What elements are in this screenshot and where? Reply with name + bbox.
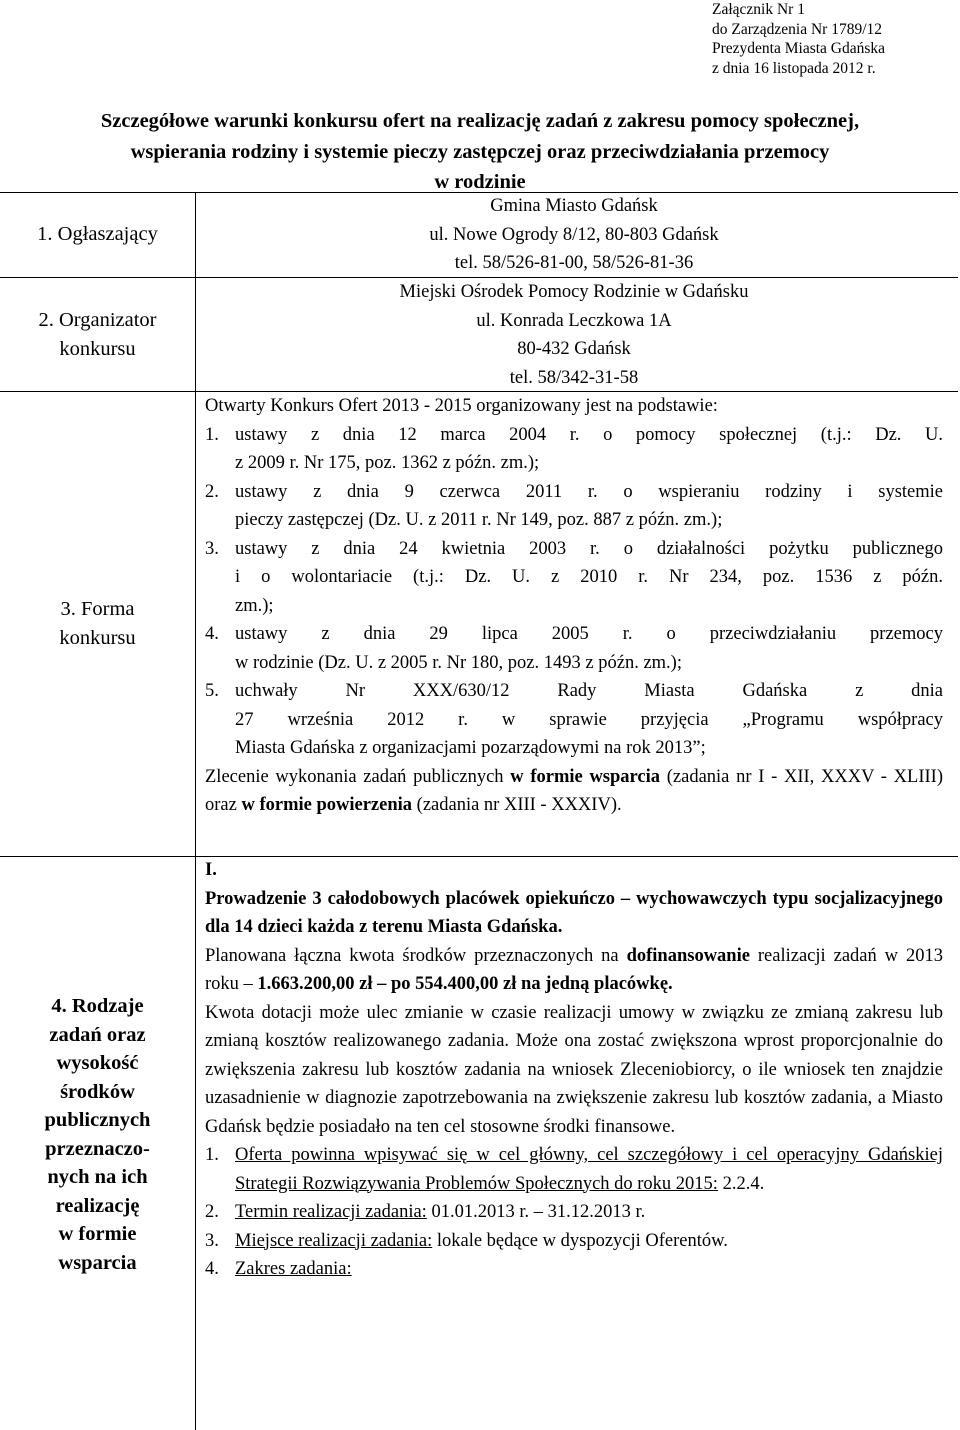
legal-basis-item — [205, 677, 943, 763]
section4-content — [205, 856, 943, 1284]
label-line: konkursu — [59, 626, 136, 649]
address-line: ul. Konrada Leczkowa 1A — [476, 310, 672, 331]
legal-basis-item — [205, 620, 943, 677]
point-number: 2. — [205, 1202, 219, 1222]
text-run: (zadania nr XIII - XXXIV). — [412, 795, 622, 815]
address-line: 80-432 Gdańsk — [517, 339, 631, 359]
item-line: zm.); — [235, 595, 274, 616]
label-line: publicznych — [44, 1109, 151, 1131]
item-line: ustawy z dnia 29 lipca 2005 r. o przeciwdziałaniu przemocy — [235, 624, 943, 644]
text-run-bold: w formie wsparcia — [510, 766, 661, 787]
item-line: ustawy z dnia 9 czerwca 2011 r. o wspieraniu rodziny i systemie — [235, 481, 943, 502]
label-line: nych na ich — [47, 1166, 148, 1188]
label-line: wysokość — [56, 1052, 139, 1074]
annex-line: do Zarządzenia Nr 1789/12 — [712, 20, 883, 38]
point-text: 01.01.2013 r. – 31.12.2013 r. — [426, 1202, 646, 1222]
annex-block — [712, 0, 885, 78]
grant-change-paragraph: Kwota dotacji może ulec zmianie w czasie realizacji umowy w związku ze zmianą zakresu lub zmianą kosztów realizowanego zadania. Może ona zostać zwiększona wprost proporcjonalnie do zwiększenia zakresu lub kosztów zadania na wniosek Zleceniobiorcy, o ile wniosek ten znajdzie uzasadnienie w diagnozie zapotrzebowania na zwiększenie zakresu lub kosztów zadania, a Miasto Gdańsk będzie posiadało na ten cel stosowne środki finansowe. — [205, 1002, 943, 1137]
point-number: 1. — [205, 1145, 219, 1165]
annex-line: Prezydenta Miasta Gdańska — [712, 40, 886, 57]
section1-content — [205, 192, 943, 278]
item-line: pieczy zastępczej (Dz. U. z 2011 r. Nr 149, poz. 887 z późn. zm.); — [235, 510, 723, 530]
item-line: 27 września 2012 r. w sprawie przyjęcia „Programu współpracy — [235, 709, 943, 730]
legal-basis-item — [205, 478, 943, 535]
section-label-organizator — [0, 306, 195, 363]
text-run: realizacji zadań w 2013 roku – — [205, 945, 943, 994]
point-number: 4. — [205, 1259, 219, 1279]
item-number: 4. — [205, 624, 219, 644]
point-heading: Miejsce realizacji zadania: — [235, 1230, 433, 1251]
label-line: zadań oraz — [49, 1023, 146, 1046]
text-run-bold: 1.663.200,00 zł – po 554.400,00 zł na jedną placówkę. — [257, 974, 673, 994]
conditions-table — [0, 192, 958, 1430]
task-point — [205, 1198, 943, 1227]
document-title — [0, 106, 960, 198]
task-number: I. — [205, 860, 217, 880]
item-number: 2. — [205, 481, 219, 502]
annex-line: z dnia 16 listopada 2012 r. — [712, 59, 876, 77]
section-label-rodzaje — [0, 992, 195, 1277]
title-line: w rodzinie — [434, 171, 526, 193]
item-number: 3. — [205, 538, 219, 559]
item-number: 5. — [205, 681, 219, 701]
point-heading: Oferta powinna wpisywać się w cel główny, cel szczegółowy i cel operacyjny Gdańskiej Strategii Rozwiązywania Problemów Społecznych do roku 2015: — [235, 1145, 943, 1194]
label-line: przeznaczo- — [45, 1137, 150, 1160]
title-line: Szczegółowe warunki konkursu ofert na realizację zadań z zakresu pomocy społecznej, — [100, 110, 860, 132]
text-run: Planowana łączna kwota środków przeznaczonych na — [205, 945, 627, 966]
address-line: Gmina Miasto Gdańsk — [490, 196, 658, 216]
point-number: 3. — [205, 1230, 219, 1251]
label-line: środków — [60, 1080, 135, 1103]
text-run: (zadania nr I - XII, XXXV - XLIII) oraz — [205, 766, 943, 815]
section2-content — [205, 278, 943, 392]
text-run-bold: w formie powierzenia — [241, 795, 413, 815]
task-point — [205, 1227, 943, 1256]
item-line: ustawy z dnia 12 marca 2004 r. o pomocy społecznej (t.j.: Dz. U. — [235, 424, 943, 445]
address-line: tel. 58/342-31-58 — [509, 367, 639, 388]
text-run-bold: dofinansowanie — [626, 945, 750, 966]
legal-basis-item — [205, 535, 943, 621]
address-line: Miejski Ośrodek Pomocy Rodzinie w Gdańsku — [399, 282, 749, 302]
title-line: wspierania rodziny i systemie pieczy zastępczej oraz przeciwdziałania przemocy — [130, 140, 830, 163]
section-label-forma — [0, 595, 195, 652]
item-line: i o wolontariacie (t.j.: Dz. U. z 2010 r. Nr 234, poz. 1536 z późn. — [235, 567, 943, 587]
funding-amount — [205, 942, 943, 999]
text-run: Zlecenie wykonania zadań publicznych — [205, 766, 511, 787]
label-line: 4. Rodzaje — [51, 995, 144, 1017]
section3-content — [205, 392, 943, 820]
commissioning-paragraph — [205, 763, 943, 820]
task-title: Prowadzenie 3 całodobowych placówek opiekuńczo – wychowawczych typu socjalizacyjnego dla 14 dzieci każda z terenu Miasta Gdańska. — [205, 888, 943, 937]
label-line: konkursu — [59, 337, 136, 360]
label-line: realizację — [55, 1194, 140, 1217]
label-line: wsparcia — [58, 1251, 137, 1274]
item-line: uchwały Nr XXX/630/12 Rady Miasta Gdańska z dnia — [235, 681, 943, 701]
point-heading: Termin realizacji zadania: — [235, 1202, 427, 1222]
point-text: lokale będące w dyspozycji Oferentów. — [432, 1230, 728, 1251]
annex-line: Załącznik Nr 1 — [712, 1, 805, 18]
item-line: w rodzinie (Dz. U. z 2005 r. Nr 180, poz. 1493 z późn. zm.); — [235, 652, 682, 673]
section-label-ogłaszajacy: 1. Ogłaszający — [37, 223, 158, 245]
address-line: tel. 58/526-81-00, 58/526-81-36 — [454, 253, 694, 273]
legal-basis-item — [205, 421, 943, 478]
address-line: ul. Nowe Ogrody 8/12, 80-803 Gdańsk — [429, 224, 719, 245]
legal-basis-intro: Otwarty Konkurs Ofert 2013 - 2015 organizowany jest na podstawie: — [205, 396, 718, 416]
label-line: 3. Forma — [60, 598, 135, 620]
task-point — [205, 1255, 943, 1284]
label-line: w formie — [58, 1223, 137, 1245]
item-line: ustawy z dnia 24 kwietnia 2003 r. o działalności pożytku publicznego — [235, 538, 943, 559]
item-line: z 2009 r. Nr 175, poz. 1362 z późn. zm.); — [235, 453, 540, 473]
point-heading: Zakres zadania: — [235, 1259, 352, 1279]
item-line: Miasta Gdańska z organizacjami pozarządowymi na rok 2013”; — [235, 738, 706, 758]
item-number: 1. — [205, 424, 219, 445]
task-point — [205, 1141, 943, 1198]
label-line: 2. Organizator — [38, 309, 157, 331]
column-divider — [195, 192, 196, 1430]
point-text: 2.2.4. — [717, 1173, 765, 1194]
